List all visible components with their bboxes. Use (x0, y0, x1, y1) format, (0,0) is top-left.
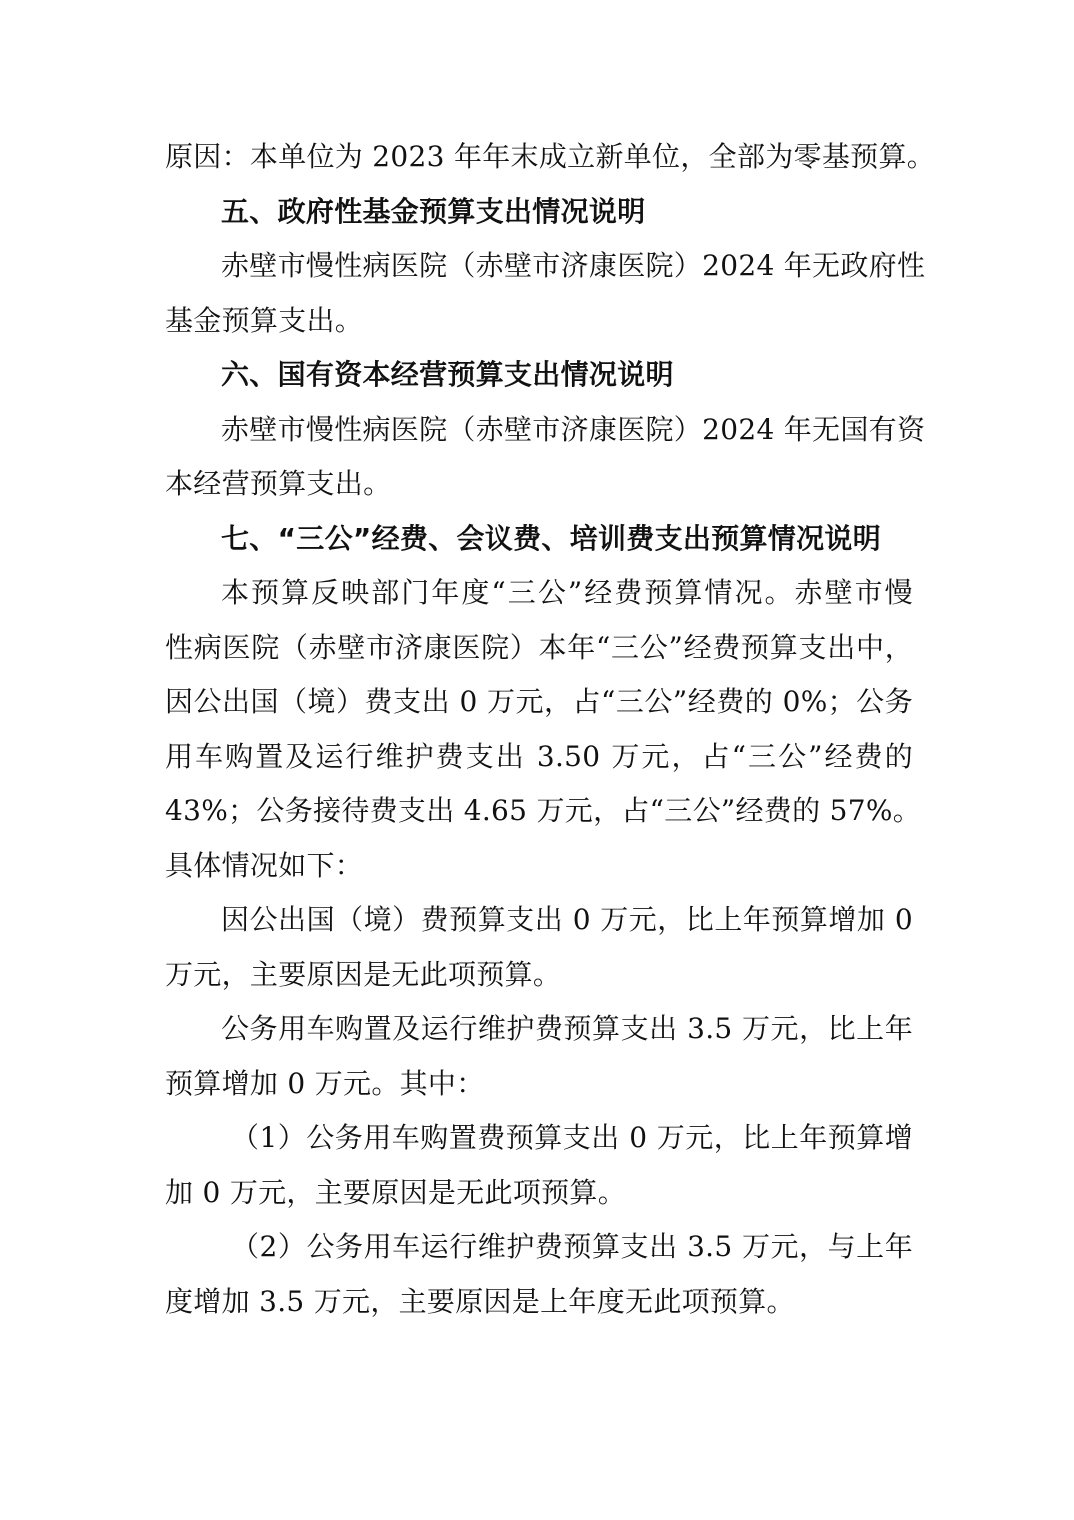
section-heading-6: 六、国有资本经营预算支出情况说明 (221, 358, 674, 391)
document-page (165, 130, 936, 1329)
section-heading-5: 五、政府性基金预算支出情况说明 (221, 194, 646, 228)
paragraph-line: 基金预算支出。 (165, 303, 364, 337)
paragraph-line: 万元，主要原因是无此项预算。 (165, 957, 562, 991)
paragraph-line: 度增加 3.5 万元，主要原因是上年度无此项预算。 (165, 1284, 795, 1318)
paragraph-line: 公务用车购置及运行维护费预算支出 3.5 万元，比上年 (221, 1012, 913, 1045)
paragraph-line: （1）公务用车购置费预算支出 0 万元，比上年预算增 (231, 1121, 913, 1154)
paragraph-line: 性病医院（赤壁市济康医院）本年“三公”经费预算支出中， (165, 630, 913, 664)
paragraph-line: 赤壁市慢性病医院（赤壁市济康医院）2024 年无政府性 (221, 249, 926, 282)
paragraph-line: 因公出国（境）费支出 0 万元，占“三公”经费的 0%；公务 (165, 685, 913, 718)
paragraph-line: 加 0 万元，主要原因是无此项预算。 (165, 1175, 627, 1209)
paragraph-line: 因公出国（境）费预算支出 0 万元，比上年预算增加 0 (221, 903, 913, 936)
paragraph-line: 本经营预算支出。 (165, 467, 392, 500)
paragraph-line: 具体情况如下： (165, 848, 364, 882)
paragraph-line: 预算增加 0 万元。其中： (165, 1066, 485, 1100)
section-heading-7: 七、“三公”经费、会议费、培训费支出预算情况说明 (221, 521, 882, 555)
paragraph-line: 用车购置及运行维护费支出 3.50 万元，占“三公”经费的 (165, 739, 913, 773)
paragraph-line: 本预算反映部门年度“三公”经费预算情况。赤壁市慢 (221, 576, 913, 609)
paragraph-line: 43%；公务接待费支出 4.65 万元，占“三公”经费的 57%。 (165, 794, 922, 827)
paragraph-line: 原因：本单位为 2023 年年末成立新单位，全部为零基预算。 (165, 140, 936, 173)
paragraph-line: （2）公务用车运行维护费预算支出 3.5 万元，与上年 (231, 1230, 913, 1263)
paragraph-line: 赤壁市慢性病医院（赤壁市济康医院）2024 年无国有资 (221, 412, 926, 446)
